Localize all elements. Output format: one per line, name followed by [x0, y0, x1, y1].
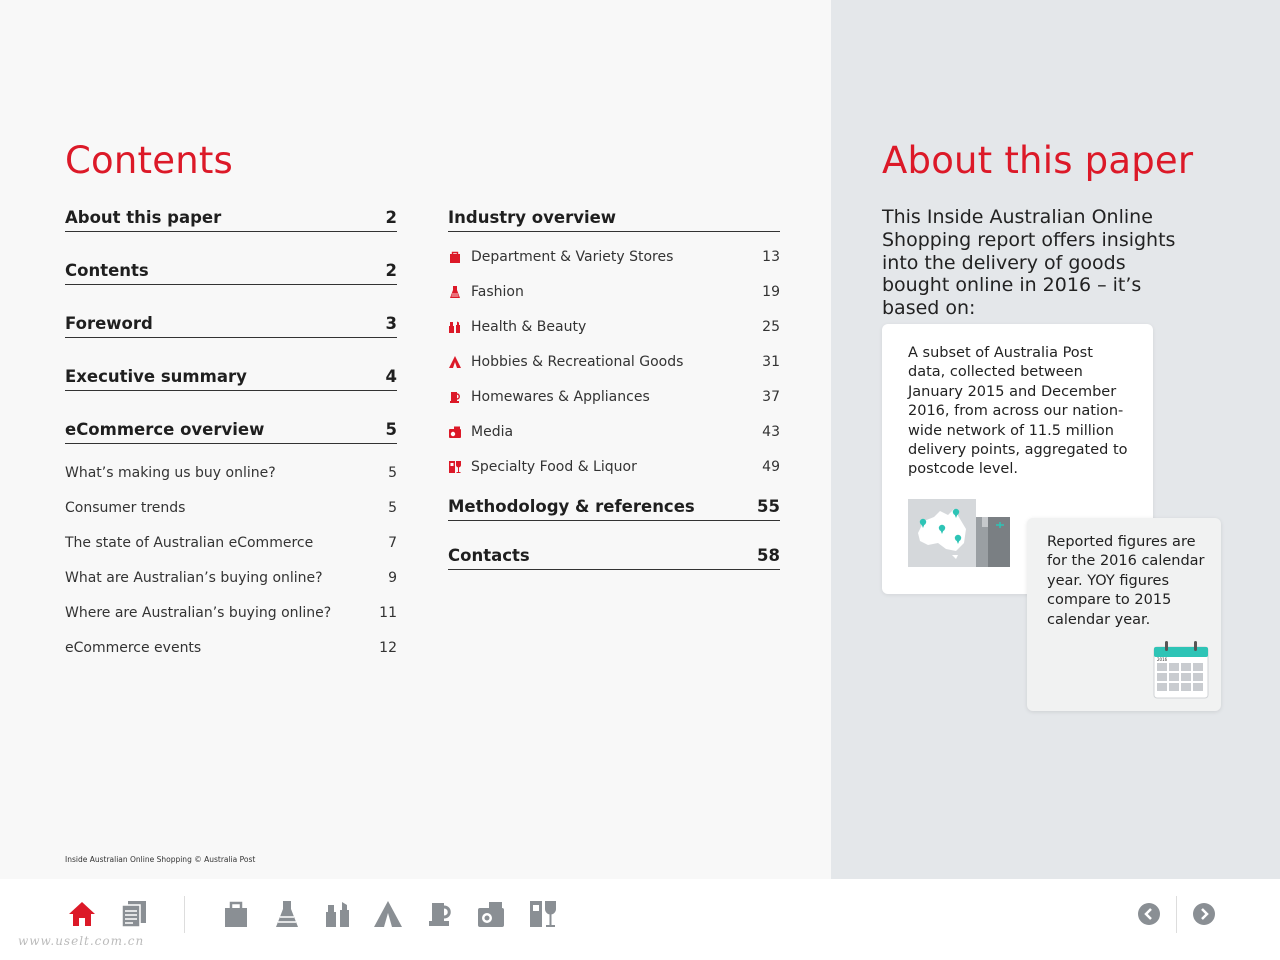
- toc-sub-page: 49: [762, 458, 780, 475]
- wine-glass-icon[interactable]: [528, 899, 558, 929]
- toc-sub-label: Department & Variety Stores: [471, 248, 674, 265]
- toc-entry-ecommerce-overview[interactable]: [65, 417, 397, 444]
- toc-industry-entry[interactable]: [448, 309, 780, 344]
- toc-entry-label: Industry overview: [448, 208, 617, 227]
- toc-sub-list: [65, 455, 397, 665]
- toc-entry-page: 3: [385, 314, 397, 333]
- lipstick-icon[interactable]: [323, 899, 353, 929]
- toc-entry-page: 5: [385, 420, 397, 439]
- toc-sub-page: 11: [379, 604, 397, 621]
- dress-icon[interactable]: [272, 899, 302, 929]
- toc-entry-label: Contacts: [448, 546, 530, 565]
- toc-entry-methodology[interactable]: [448, 494, 780, 521]
- toc-sub-label: Fashion: [471, 283, 524, 300]
- contents-icon[interactable]: [119, 899, 149, 929]
- toc-sub-label: What are Australian’s buying online?: [65, 569, 323, 586]
- toc-sub-page: 37: [762, 388, 780, 405]
- toc-entry-industry-overview[interactable]: [448, 205, 780, 232]
- toc-sub-page: 7: [388, 534, 397, 551]
- toc-sub-label: The state of Australian eCommerce: [65, 534, 314, 551]
- kettle-icon[interactable]: [425, 899, 455, 929]
- toc-left-column: [65, 205, 397, 665]
- toc-sub-page: 13: [762, 248, 780, 265]
- chevron-left-icon: [1138, 903, 1160, 925]
- toc-industry-entry[interactable]: [448, 449, 780, 484]
- toc-entry-executive-summary[interactable]: [65, 364, 397, 391]
- toc-sub-entry[interactable]: [65, 525, 397, 560]
- next-page-button[interactable]: [1193, 903, 1215, 925]
- toc-sub-entry[interactable]: [65, 490, 397, 525]
- toc-sub-label: Consumer trends: [65, 499, 186, 516]
- wine-glass-icon: [448, 460, 462, 474]
- nav-divider: [1176, 896, 1177, 933]
- toc-entry-label: About this paper: [65, 208, 222, 227]
- toc-sub-label: Homewares & Appliances: [471, 388, 650, 405]
- camera-icon: [448, 425, 462, 439]
- tent-icon: [448, 355, 462, 369]
- toc-entry-page: 2: [385, 261, 397, 280]
- toc-entry-page: 2: [385, 208, 397, 227]
- toc-entry-label: Foreword: [65, 314, 153, 333]
- kettle-icon: [448, 390, 462, 404]
- reporting-period-card: [1027, 518, 1221, 711]
- toc-entry-page: 55: [757, 497, 780, 516]
- toc-industry-entry[interactable]: [448, 344, 780, 379]
- shopping-bag-icon[interactable]: [221, 899, 251, 929]
- shopping-bag-icon: [448, 250, 462, 264]
- toc-right-column: [448, 205, 780, 570]
- toc-entry-page: 58: [757, 546, 780, 565]
- toc-sub-label: Health & Beauty: [471, 318, 587, 335]
- toc-sub-label: Specialty Food & Liquor: [471, 458, 637, 475]
- footer-copyright: Inside Australian Online Shopping © Australia Post: [65, 855, 256, 864]
- contents-title: Contents: [65, 139, 234, 182]
- previous-page-button[interactable]: [1138, 903, 1160, 925]
- toc-sub-page: 5: [388, 464, 397, 481]
- toc-industry-entry[interactable]: [448, 239, 780, 274]
- chevron-right-icon: [1193, 903, 1215, 925]
- toc-sub-entry[interactable]: [65, 630, 397, 665]
- toc-entry-label: Contents: [65, 261, 149, 280]
- toc-entry-contents[interactable]: [65, 258, 397, 285]
- toc-sub-entry[interactable]: [65, 455, 397, 490]
- reporting-period-text: Reported figures are for the 2016 calendar year. YOY figures compare to 2015 calendar year.: [1047, 534, 1205, 628]
- toc-sub-label: Hobbies & Recreational Goods: [471, 353, 684, 370]
- toc-entry-page: 4: [385, 367, 397, 386]
- home-icon[interactable]: [67, 899, 97, 929]
- toc-entry-about[interactable]: [65, 205, 397, 232]
- nav-divider: [184, 896, 185, 933]
- calendar-year: 2016: [1157, 657, 1168, 662]
- tent-icon[interactable]: [373, 899, 403, 929]
- toc-sub-page: 19: [762, 283, 780, 300]
- about-body: This Inside Australian Online Shopping report offers insights into the delivery of goods bought online in 2016 – it’s based on:: [882, 206, 1176, 320]
- toc-entry-foreword[interactable]: [65, 311, 397, 338]
- lipstick-icon: [448, 320, 462, 334]
- dress-icon: [448, 285, 462, 299]
- toc-industry-list: [448, 239, 780, 484]
- toc-sub-page: 5: [388, 499, 397, 516]
- toc-entry-label: eCommerce overview: [65, 420, 265, 439]
- toc-sub-page: 31: [762, 353, 780, 370]
- calendar-icon: [1153, 641, 1209, 699]
- toc-entry-label: Methodology & references: [448, 497, 695, 516]
- toc-entry-contacts[interactable]: [448, 543, 780, 570]
- toc-industry-entry[interactable]: [448, 274, 780, 309]
- toc-sub-label: Media: [471, 423, 514, 440]
- toc-industry-entry[interactable]: [448, 414, 780, 449]
- about-title: About this paper: [882, 139, 1194, 182]
- watermark: www.uselt.com.cn: [18, 934, 145, 948]
- toc-sub-label: eCommerce events: [65, 639, 202, 656]
- bottom-nav-bar: [0, 879, 1280, 960]
- toc-entry-label: Executive summary: [65, 367, 247, 386]
- toc-sub-entry[interactable]: [65, 560, 397, 595]
- toc-sub-page: 12: [379, 639, 397, 656]
- toc-sub-label: Where are Australian’s buying online?: [65, 604, 332, 621]
- toc-industry-entry[interactable]: [448, 379, 780, 414]
- camera-icon[interactable]: [476, 899, 506, 929]
- australia-map-icon: [908, 499, 1010, 567]
- toc-sub-entry[interactable]: [65, 595, 397, 630]
- toc-sub-page: 9: [388, 569, 397, 586]
- toc-sub-label: What’s making us buy online?: [65, 464, 276, 481]
- data-source-text: A subset of Australia Post data, collected between January 2015 and December 2016, from across our nation-wide network of 11.5 million delivery points, aggregated to postcode level.: [908, 345, 1128, 478]
- toc-sub-page: 25: [762, 318, 780, 335]
- toc-sub-page: 43: [762, 423, 780, 440]
